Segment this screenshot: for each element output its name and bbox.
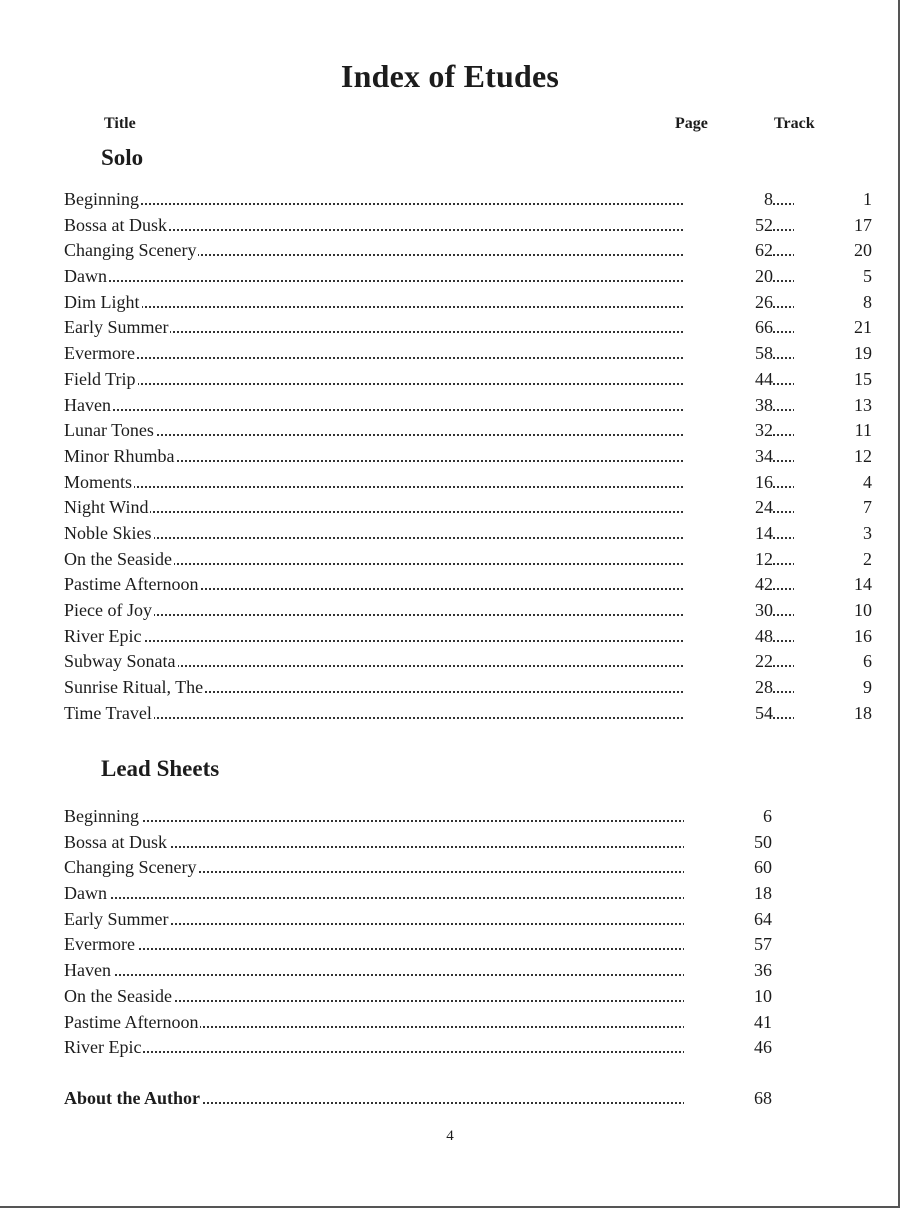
entry-title: Night Wind bbox=[64, 495, 150, 521]
entry-title: Early Summer bbox=[64, 315, 170, 341]
section-heading-solo: Solo bbox=[101, 145, 144, 170]
entry-title: Field Trip bbox=[64, 367, 138, 393]
entry-title: Dim Light bbox=[64, 290, 142, 316]
entry-title: Changing Scenery bbox=[64, 855, 198, 881]
entry-track: 11 bbox=[794, 418, 872, 444]
entry-title: Beginning bbox=[64, 804, 141, 830]
entry-track: 6 bbox=[794, 649, 872, 675]
entry-page: 52 bbox=[684, 213, 773, 239]
leader-dots bbox=[64, 974, 689, 976]
entry-track: 2 bbox=[794, 547, 872, 573]
entry-track: 21 bbox=[794, 315, 872, 341]
entry-track: 10 bbox=[794, 598, 872, 624]
entry-track: 16 bbox=[794, 624, 872, 650]
leader-dots bbox=[64, 897, 689, 899]
entry-track: 5 bbox=[794, 264, 872, 290]
entry-title: Minor Rhumba bbox=[64, 444, 177, 470]
leader-dots bbox=[64, 948, 689, 950]
page-number: 4 bbox=[446, 1128, 454, 1144]
entry-title: On the Seaside bbox=[64, 984, 174, 1010]
entry-track: 4 bbox=[794, 470, 872, 496]
entry-title: Time Travel bbox=[64, 701, 154, 727]
entry-page: 46 bbox=[684, 1035, 772, 1061]
entry-track: 17 bbox=[794, 213, 872, 239]
entry-track: 20 bbox=[794, 238, 872, 264]
entry-page: 48 bbox=[684, 624, 773, 650]
entry-page: 14 bbox=[684, 521, 773, 547]
entry-page: 58 bbox=[684, 341, 773, 367]
entry-page: 28 bbox=[684, 675, 773, 701]
entry-title: Evermore bbox=[64, 932, 137, 958]
column-header-page: Page bbox=[675, 115, 708, 132]
entry-title: Haven bbox=[64, 393, 113, 419]
entry-page: 32 bbox=[684, 418, 773, 444]
entry-title: River Epic bbox=[64, 1035, 143, 1061]
entry-page: 36 bbox=[684, 958, 772, 984]
entry-title: On the Seaside bbox=[64, 547, 174, 573]
entry-page: 34 bbox=[684, 444, 773, 470]
entry-title: Piece of Joy bbox=[64, 598, 154, 624]
column-header-title: Title bbox=[104, 115, 136, 132]
leader-dots bbox=[64, 1051, 689, 1053]
entry-page: 6 bbox=[684, 804, 772, 830]
entry-track: 1 bbox=[794, 187, 872, 213]
entry-page: 20 bbox=[684, 264, 773, 290]
entry-title: Changing Scenery bbox=[64, 238, 198, 264]
entry-title: Subway Sonata bbox=[64, 649, 178, 675]
entry-title: Noble Skies bbox=[64, 521, 154, 547]
entry-title: Bossa at Dusk bbox=[64, 213, 169, 239]
entry-page: 38 bbox=[684, 393, 773, 419]
entry-title: Pastime Afternoon bbox=[64, 1010, 200, 1036]
entry-track: 18 bbox=[794, 701, 872, 727]
entry-page: 42 bbox=[684, 572, 773, 598]
entry-title: Moments bbox=[64, 470, 134, 496]
entry-page: 10 bbox=[684, 984, 772, 1010]
entry-title: Evermore bbox=[64, 341, 137, 367]
entry-page: 64 bbox=[684, 907, 772, 933]
entry-page: 41 bbox=[684, 1010, 772, 1036]
entry-title: Haven bbox=[64, 958, 113, 984]
entry-page: 16 bbox=[684, 470, 773, 496]
entry-page: 68 bbox=[684, 1086, 772, 1112]
entry-title: Early Summer bbox=[64, 907, 170, 933]
entry-title: Dawn bbox=[64, 264, 109, 290]
entry-page: 44 bbox=[684, 367, 773, 393]
column-header-track: Track bbox=[774, 115, 815, 132]
entry-title: Dawn bbox=[64, 881, 109, 907]
entry-page: 22 bbox=[684, 649, 773, 675]
entry-page: 60 bbox=[684, 855, 772, 881]
entry-track: 3 bbox=[794, 521, 872, 547]
entry-page: 24 bbox=[684, 495, 773, 521]
entry-title: Beginning bbox=[64, 187, 141, 213]
entry-page: 54 bbox=[684, 701, 773, 727]
entry-page: 26 bbox=[684, 290, 773, 316]
entry-page: 8 bbox=[684, 187, 773, 213]
entry-track: 14 bbox=[794, 572, 872, 598]
entry-title: Pastime Afternoon bbox=[64, 572, 200, 598]
entry-track: 19 bbox=[794, 341, 872, 367]
entry-page: 57 bbox=[684, 932, 772, 958]
entry-title: Bossa at Dusk bbox=[64, 830, 169, 856]
entry-track: 12 bbox=[794, 444, 872, 470]
entry-page: 12 bbox=[684, 547, 773, 573]
entry-page: 30 bbox=[684, 598, 773, 624]
entry-track: 8 bbox=[794, 290, 872, 316]
entry-title: Sunrise Ritual, The bbox=[64, 675, 205, 701]
entry-title: About the Author bbox=[64, 1086, 202, 1112]
entry-track: 9 bbox=[794, 675, 872, 701]
entry-page: 50 bbox=[684, 830, 772, 856]
leader-dots bbox=[64, 820, 689, 822]
entry-page: 18 bbox=[684, 881, 772, 907]
page-title: Index of Etudes bbox=[340, 58, 560, 94]
entry-page: 62 bbox=[684, 238, 773, 264]
entry-title: River Epic bbox=[64, 624, 143, 650]
entry-track: 7 bbox=[794, 495, 872, 521]
entry-track: 15 bbox=[794, 367, 872, 393]
entry-title: Lunar Tones bbox=[64, 418, 156, 444]
entry-page: 66 bbox=[684, 315, 773, 341]
section-heading-lead-sheets: Lead Sheets bbox=[101, 756, 220, 781]
entry-track: 13 bbox=[794, 393, 872, 419]
